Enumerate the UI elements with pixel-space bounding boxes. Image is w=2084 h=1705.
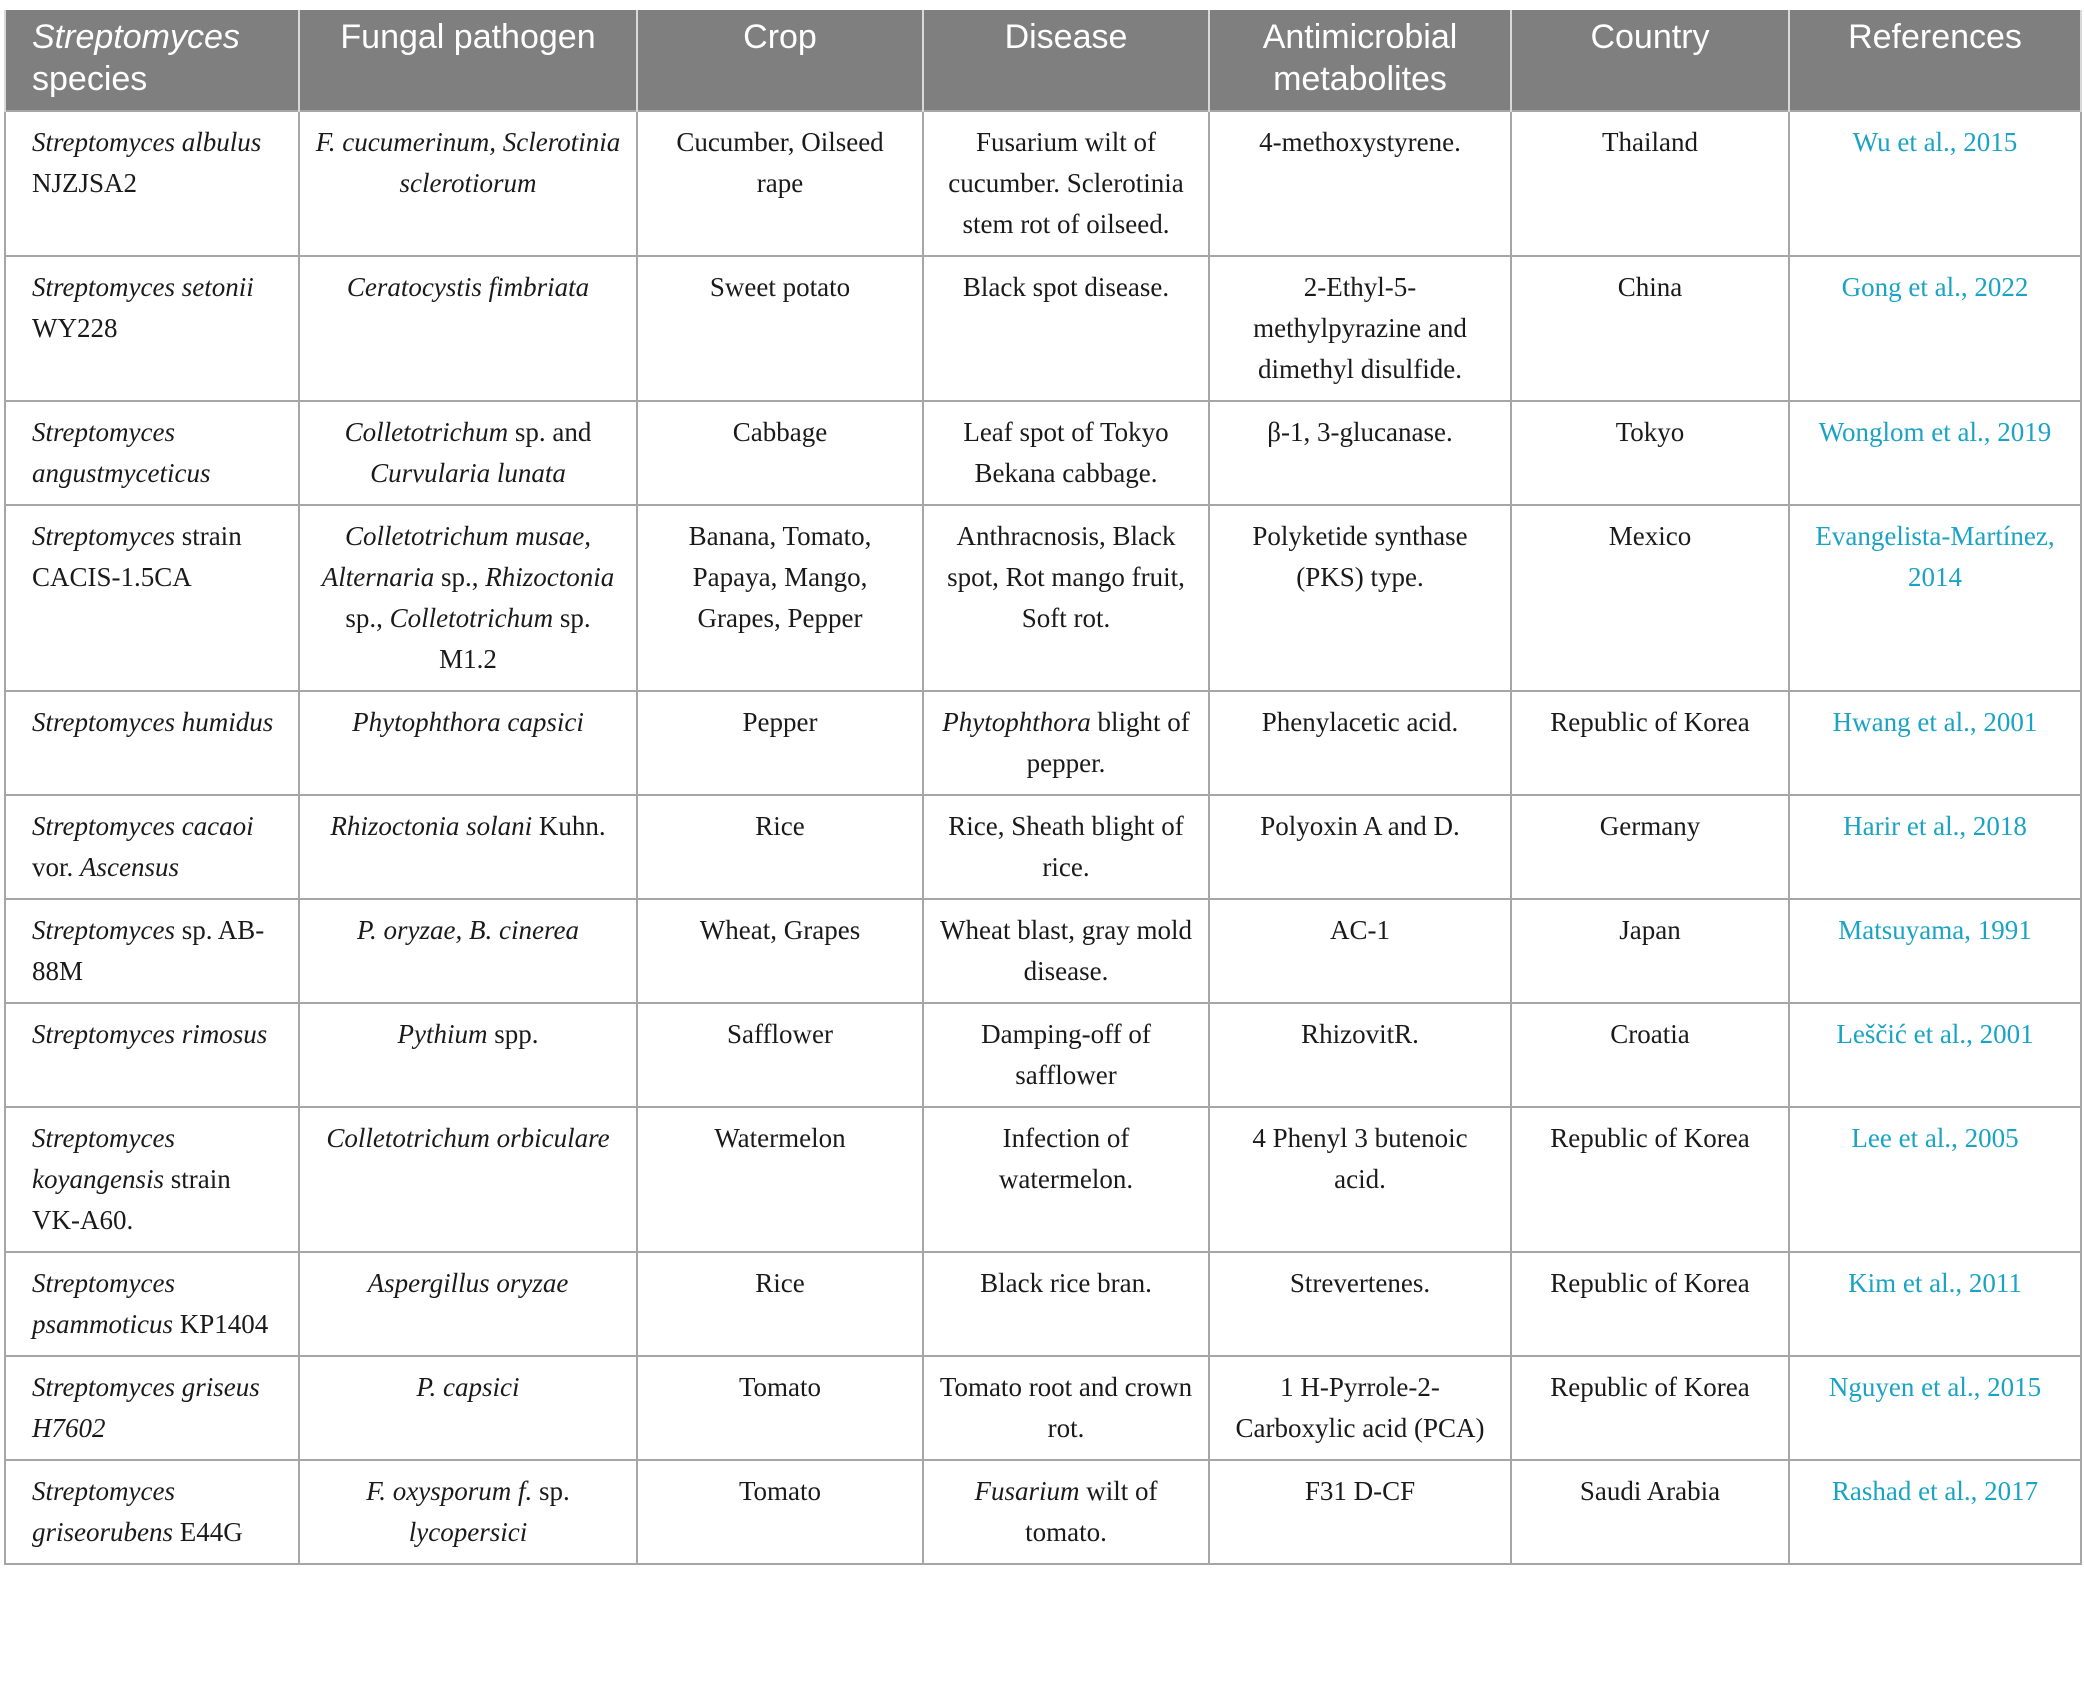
header-references: References bbox=[1789, 10, 2081, 111]
cell-disease: Anthracnosis, Black spot, Rot mango fruit, Soft rot. bbox=[923, 505, 1209, 691]
table-row bbox=[5, 795, 2081, 899]
table-row bbox=[5, 256, 2081, 401]
cell-reference bbox=[1789, 1356, 2081, 1460]
cell-species: Streptomyces sp. AB-88M bbox=[5, 899, 299, 1003]
cell-reference bbox=[1789, 401, 2081, 505]
cell-country: Saudi Arabia bbox=[1511, 1460, 1789, 1564]
reference-link[interactable]: Hwang et al., 2001 bbox=[1832, 707, 2038, 737]
reference-link[interactable]: Evangelista-Martínez, 2014 bbox=[1815, 521, 2055, 592]
cell-crop: Rice bbox=[637, 1252, 923, 1356]
table-row bbox=[5, 505, 2081, 691]
cell-species: Streptomyces griseorubens E44G bbox=[5, 1460, 299, 1564]
cell-crop: Wheat, Grapes bbox=[637, 899, 923, 1003]
table-row bbox=[5, 691, 2081, 795]
table-row bbox=[5, 1460, 2081, 1564]
cell-country: Germany bbox=[1511, 795, 1789, 899]
cell-fungal-pathogen: Colletotrichum sp. and Curvularia lunata bbox=[299, 401, 637, 505]
cell-disease: Infection of watermelon. bbox=[923, 1107, 1209, 1252]
cell-species: Streptomyces strain CACIS-1.5CA bbox=[5, 505, 299, 691]
cell-fungal-pathogen: Colletotrichum musae, Alternaria sp., Rhizoctonia sp., Colletotrichum sp. M1.2 bbox=[299, 505, 637, 691]
cell-reference bbox=[1789, 795, 2081, 899]
reference-link[interactable]: Leščić et al., 2001 bbox=[1836, 1019, 2034, 1049]
header-disease: Disease bbox=[923, 10, 1209, 111]
cell-species: Streptomyces griseus H7602 bbox=[5, 1356, 299, 1460]
cell-fungal-pathogen: Pythium spp. bbox=[299, 1003, 637, 1107]
cell-fungal-pathogen: Rhizoctonia solani Kuhn. bbox=[299, 795, 637, 899]
cell-crop: Watermelon bbox=[637, 1107, 923, 1252]
cell-country: Mexico bbox=[1511, 505, 1789, 691]
cell-reference bbox=[1789, 256, 2081, 401]
cell-country: Croatia bbox=[1511, 1003, 1789, 1107]
reference-link[interactable]: Matsuyama, 1991 bbox=[1838, 915, 2032, 945]
table-row bbox=[5, 1356, 2081, 1460]
header-crop: Crop bbox=[637, 10, 923, 111]
cell-country: Republic of Korea bbox=[1511, 1107, 1789, 1252]
cell-crop: Cucumber, Oilseed rape bbox=[637, 111, 923, 256]
streptomyces-table bbox=[4, 10, 2082, 1565]
cell-reference bbox=[1789, 1460, 2081, 1564]
cell-antimicrobial-metabolites: 1 H-Pyrrole-2-Carboxylic acid (PCA) bbox=[1209, 1356, 1511, 1460]
reference-link[interactable]: Gong et al., 2022 bbox=[1841, 272, 2029, 302]
table-row bbox=[5, 1252, 2081, 1356]
table-header bbox=[5, 10, 2081, 111]
table-row bbox=[5, 899, 2081, 1003]
reference-link[interactable]: Wu et al., 2015 bbox=[1852, 127, 2018, 157]
reference-link[interactable]: Kim et al., 2011 bbox=[1848, 1268, 2022, 1298]
cell-fungal-pathogen: P. oryzae, B. cinerea bbox=[299, 899, 637, 1003]
cell-fungal-pathogen: Ceratocystis fimbriata bbox=[299, 256, 637, 401]
cell-reference bbox=[1789, 505, 2081, 691]
cell-fungal-pathogen: P. capsici bbox=[299, 1356, 637, 1460]
cell-disease: Tomato root and crown rot. bbox=[923, 1356, 1209, 1460]
cell-reference bbox=[1789, 1252, 2081, 1356]
reference-link[interactable]: Wonglom et al., 2019 bbox=[1818, 417, 2052, 447]
cell-fungal-pathogen: Colletotrichum orbiculare bbox=[299, 1107, 637, 1252]
cell-country: China bbox=[1511, 256, 1789, 401]
cell-antimicrobial-metabolites: Strevertenes. bbox=[1209, 1252, 1511, 1356]
cell-disease: Black rice bran. bbox=[923, 1252, 1209, 1356]
cell-antimicrobial-metabolites: Polyketide synthase (PKS) type. bbox=[1209, 505, 1511, 691]
reference-link[interactable]: Harir et al., 2018 bbox=[1843, 811, 2027, 841]
table-row bbox=[5, 1107, 2081, 1252]
cell-antimicrobial-metabolites: β-1, 3-glucanase. bbox=[1209, 401, 1511, 505]
cell-species: Streptomyces angustmyceticus bbox=[5, 401, 299, 505]
cell-species: Streptomyces psammoticus KP1404 bbox=[5, 1252, 299, 1356]
cell-species: Streptomyces setonii WY228 bbox=[5, 256, 299, 401]
cell-species: Streptomyces cacaoi vor. Ascensus bbox=[5, 795, 299, 899]
table-row bbox=[5, 111, 2081, 256]
header-antimicrobial-metabolites: Antimicrobial metabolites bbox=[1209, 10, 1511, 111]
cell-antimicrobial-metabolites: RhizovitR. bbox=[1209, 1003, 1511, 1107]
cell-country: Republic of Korea bbox=[1511, 1356, 1789, 1460]
cell-disease: Fusarium wilt of tomato. bbox=[923, 1460, 1209, 1564]
cell-fungal-pathogen: F. oxysporum f. sp. lycopersici bbox=[299, 1460, 637, 1564]
cell-crop: Banana, Tomato, Papaya, Mango, Grapes, Pepper bbox=[637, 505, 923, 691]
cell-disease: Rice, Sheath blight of rice. bbox=[923, 795, 1209, 899]
cell-species: Streptomyces albulus NJZJSA2 bbox=[5, 111, 299, 256]
table-body bbox=[5, 111, 2081, 1564]
cell-species: Streptomyces koyangensis strain VK-A60. bbox=[5, 1107, 299, 1252]
header-species: Streptomyces species bbox=[5, 10, 299, 111]
cell-disease: Black spot disease. bbox=[923, 256, 1209, 401]
cell-reference bbox=[1789, 1107, 2081, 1252]
cell-antimicrobial-metabolites: 4 Phenyl 3 butenoic acid. bbox=[1209, 1107, 1511, 1252]
cell-country: Tokyo bbox=[1511, 401, 1789, 505]
cell-fungal-pathogen: F. cucumerinum, Sclerotinia sclerotiorum bbox=[299, 111, 637, 256]
cell-reference bbox=[1789, 899, 2081, 1003]
cell-antimicrobial-metabolites: 4-methoxystyrene. bbox=[1209, 111, 1511, 256]
cell-country: Republic of Korea bbox=[1511, 1252, 1789, 1356]
cell-crop: Pepper bbox=[637, 691, 923, 795]
reference-link[interactable]: Lee et al., 2005 bbox=[1851, 1123, 2019, 1153]
cell-disease: Phytophthora blight of pepper. bbox=[923, 691, 1209, 795]
cell-antimicrobial-metabolites: AC-1 bbox=[1209, 899, 1511, 1003]
cell-antimicrobial-metabolites: Phenylacetic acid. bbox=[1209, 691, 1511, 795]
reference-link[interactable]: Nguyen et al., 2015 bbox=[1828, 1372, 2042, 1402]
cell-species: Streptomyces humidus bbox=[5, 691, 299, 795]
cell-disease: Damping-off of safflower bbox=[923, 1003, 1209, 1107]
cell-fungal-pathogen: Aspergillus oryzae bbox=[299, 1252, 637, 1356]
cell-country: Republic of Korea bbox=[1511, 691, 1789, 795]
cell-reference bbox=[1789, 111, 2081, 256]
cell-antimicrobial-metabolites: 2-Ethyl-5-methylpyrazine and dimethyl disulfide. bbox=[1209, 256, 1511, 401]
cell-crop: Sweet potato bbox=[637, 256, 923, 401]
reference-link[interactable]: Rashad et al., 2017 bbox=[1831, 1476, 2039, 1506]
cell-crop: Safflower bbox=[637, 1003, 923, 1107]
cell-crop: Cabbage bbox=[637, 401, 923, 505]
table-row bbox=[5, 401, 2081, 505]
cell-antimicrobial-metabolites: F31 D-CF bbox=[1209, 1460, 1511, 1564]
cell-crop: Tomato bbox=[637, 1356, 923, 1460]
cell-disease: Fusarium wilt of cucumber. Sclerotinia stem rot of oilseed. bbox=[923, 111, 1209, 256]
cell-antimicrobial-metabolites: Polyoxin A and D. bbox=[1209, 795, 1511, 899]
cell-disease: Leaf spot of Tokyo Bekana cabbage. bbox=[923, 401, 1209, 505]
cell-crop: Rice bbox=[637, 795, 923, 899]
header-fungal-pathogen: Fungal pathogen bbox=[299, 10, 637, 111]
cell-country: Japan bbox=[1511, 899, 1789, 1003]
cell-disease: Wheat blast, gray mold disease. bbox=[923, 899, 1209, 1003]
cell-country: Thailand bbox=[1511, 111, 1789, 256]
table-row bbox=[5, 1003, 2081, 1107]
cell-reference bbox=[1789, 691, 2081, 795]
cell-crop: Tomato bbox=[637, 1460, 923, 1564]
cell-species: Streptomyces rimosus bbox=[5, 1003, 299, 1107]
cell-fungal-pathogen: Phytophthora capsici bbox=[299, 691, 637, 795]
header-country: Country bbox=[1511, 10, 1789, 111]
cell-reference bbox=[1789, 1003, 2081, 1107]
header-row bbox=[5, 10, 2081, 111]
